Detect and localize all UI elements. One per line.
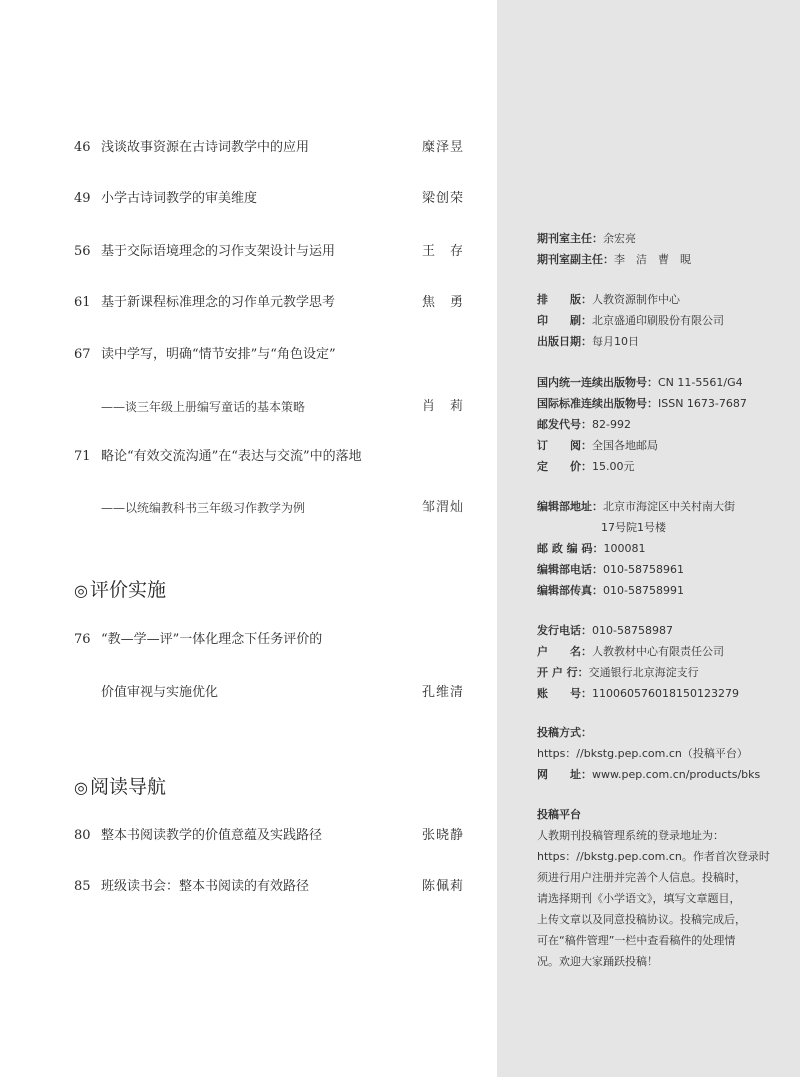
info-value: 82-992: [592, 418, 631, 431]
article-author: 陈佩莉: [421, 879, 464, 894]
platform-text-line: 上传文章以及同意投稿协议。投稿完成后，: [537, 913, 746, 926]
info-row: [537, 580, 777, 601]
info-key: 账 号：: [537, 687, 592, 700]
submission-platform-block: [537, 804, 777, 972]
info-key: 编辑部电话：: [537, 563, 603, 576]
section-mark-icon: ◎: [74, 581, 88, 600]
info-row: [537, 743, 777, 764]
info-row: [537, 538, 777, 559]
info-key: 国际标准连续出版物号：: [537, 397, 658, 410]
distribution-block: [537, 620, 777, 704]
info-value: CN 11-5561/G4: [658, 376, 743, 389]
info-row: [537, 228, 777, 249]
page-number: 80: [74, 828, 91, 843]
article-author: 张晓静: [421, 828, 464, 843]
info-key: 发行电话：: [537, 624, 592, 637]
page-number: 71: [74, 449, 91, 464]
submission-heading: 投稿方式：: [537, 726, 592, 739]
info-key: 编辑部传真：: [537, 584, 603, 597]
info-key: 订 阅：: [537, 439, 592, 452]
article-title: 基于交际语境理念的习作支架设计与运用: [101, 244, 336, 259]
info-value: 17号院1号楼: [601, 521, 666, 534]
editor-block: [537, 228, 777, 270]
platform-text-line: 请选择期刊《小学语文》，填写文章题目，: [537, 892, 741, 905]
page-number: 56: [74, 244, 91, 259]
info-row: [537, 662, 777, 683]
platform-text-line: 可在“稿件管理”一栏中查看稿件的处理情: [537, 934, 736, 947]
page-number: 46: [74, 140, 91, 155]
article-title: 略论“有效交流沟通”在“表达与交流”中的落地: [101, 449, 362, 464]
info-key: 出版日期：: [537, 335, 592, 348]
editorial-office-block: [537, 496, 777, 601]
info-row: [537, 641, 777, 662]
info-key: 印 刷：: [537, 314, 592, 327]
info-value: 余宏亮: [603, 232, 636, 245]
info-row: [537, 517, 777, 538]
website-link[interactable]: www.pep.com.cn/products/bks: [592, 768, 761, 781]
info-value: 人教资源制作中心: [592, 293, 680, 306]
platform-text-line: https：//bkstg.pep.com.cn。作者首次登录时: [537, 850, 770, 863]
info-key: 邮 政 编 码：: [537, 542, 604, 555]
page-number: 67: [74, 347, 91, 362]
info-key: 户 名：: [537, 645, 592, 658]
info-row: [537, 722, 777, 743]
info-row: [537, 456, 777, 477]
submission-platform-link[interactable]: https：//bkstg.pep.com.cn（投稿平台）: [537, 747, 748, 760]
page-number: 85: [74, 879, 91, 894]
info-value: 010-58758991: [603, 584, 684, 597]
article-author: 邹渭灿: [421, 500, 464, 515]
submission-method-block: [537, 722, 777, 785]
info-row: [537, 310, 777, 331]
article-author: 糜泽昱: [421, 140, 464, 155]
page-number: 76: [74, 632, 91, 647]
page-number: 61: [74, 295, 91, 310]
info-value: 北京市海淀区中关村南大街: [603, 500, 735, 513]
article-subtitle: ——以统编教科书三年级习作教学为例: [101, 501, 306, 515]
article-title: “教—学—评”一体化理念下任务评价的: [101, 632, 323, 647]
article-author: 焦 勇: [421, 295, 464, 310]
info-value: 交通银行北京海淀支行: [588, 666, 699, 679]
info-value: 人教教材中心有限责任公司: [592, 645, 724, 658]
info-row: [537, 764, 777, 785]
platform-text-line: 人教期刊投稿管理系统的登录地址为：: [537, 829, 724, 842]
section-title: 阅读导航: [89, 776, 166, 798]
info-row: [537, 559, 777, 580]
info-key: 国内统一连续出版物号：: [537, 376, 658, 389]
article-title: 基于新课程标准理念的习作单元教学思考: [101, 295, 336, 310]
article-subtitle: ——谈三年级上册编写童话的基本策略: [101, 400, 306, 414]
info-row: [537, 289, 777, 310]
article-title: 读中学写，明确“情节安排”与“角色设定”: [101, 347, 336, 362]
article-author: 肖 莉: [421, 399, 464, 414]
info-key: 定 价：: [537, 460, 592, 473]
info-row: [537, 372, 777, 393]
article-author: 孔维清: [421, 685, 464, 700]
info-value: 15.00元: [592, 460, 635, 473]
info-value: 李 洁 曹 睍: [614, 253, 691, 266]
article-author: 王 存: [421, 244, 464, 259]
info-key: 排 版：: [537, 293, 592, 306]
platform-text-line: 须进行用户注册并完善个人信息。投稿时，: [537, 871, 746, 884]
article-title: 整本书阅读教学的价值意蕴及实践路径: [101, 828, 323, 843]
section-mark-icon: ◎: [74, 778, 88, 797]
info-key: 开 户 行：: [537, 666, 589, 679]
info-row: [537, 414, 777, 435]
info-key: 邮发代号：: [537, 418, 592, 431]
info-value: 每月10日: [592, 335, 639, 348]
info-value: 100081: [603, 542, 646, 555]
info-key: 期刊室副主任：: [537, 253, 614, 266]
info-row: [537, 249, 777, 270]
platform-heading: 投稿平台: [537, 808, 581, 821]
info-value: ISSN 1673-7687: [658, 397, 747, 410]
info-row: [537, 620, 777, 641]
section-heading: [74, 578, 166, 603]
info-row: [537, 393, 777, 414]
info-value: 110060576018150123279: [592, 687, 739, 700]
info-key: 网 址：: [537, 768, 592, 781]
info-key: 期刊室主任：: [537, 232, 603, 245]
article-title-continued: 价值审视与实施优化: [101, 685, 219, 700]
info-value: 010-58758961: [603, 563, 684, 576]
platform-text-line: 况。欢迎大家踊跃投稿！: [537, 955, 658, 968]
page-number: 49: [74, 191, 91, 206]
info-row: [537, 804, 777, 825]
article-title: 班级读书会：整本书阅读的有效路径: [101, 879, 310, 894]
serial-number-block: [537, 372, 777, 477]
section-title: 评价实施: [89, 579, 166, 601]
printing-block: [537, 289, 777, 352]
info-row: [537, 331, 777, 352]
section-heading: [74, 775, 166, 800]
article-title: 浅谈故事资源在古诗词教学中的应用: [101, 140, 310, 155]
info-row: [537, 435, 777, 456]
info-value: 全国各地邮局: [592, 439, 658, 452]
info-value: 北京盛通印刷股份有限公司: [592, 314, 724, 327]
info-key: 编辑部地址：: [537, 500, 603, 513]
info-row: [537, 496, 777, 517]
article-title: 小学古诗词教学的审美维度: [101, 191, 258, 206]
info-row: [537, 683, 777, 704]
article-author: 梁创荣: [421, 191, 464, 206]
info-value: 010-58758987: [592, 624, 673, 637]
